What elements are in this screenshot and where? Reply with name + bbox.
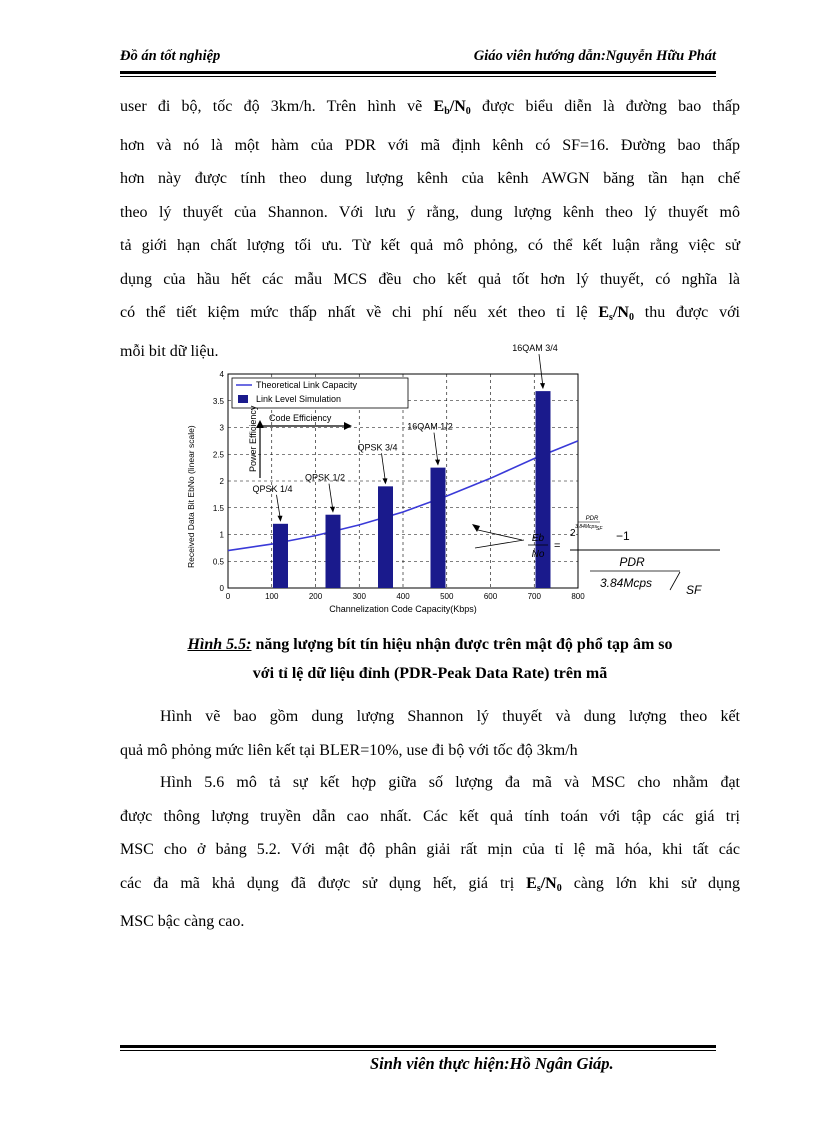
x-tick-label: 400	[396, 592, 410, 601]
code-efficiency-label: Code Efficiency	[269, 413, 332, 423]
bar-2	[378, 486, 393, 588]
para2-line1: Hình vẽ bao gồm dung lượng Shannon lý thuyết và dung lượng theo kết	[160, 708, 740, 725]
formula-den-mcps: 3.84Mcps	[599, 576, 653, 590]
y-tick-label: 3	[219, 423, 224, 433]
paragraph-3	[120, 766, 740, 939]
footer-rule-thin	[120, 1050, 716, 1051]
x-tick-label: 500	[440, 592, 454, 601]
y-tick-label: 1.5	[212, 503, 224, 513]
para1-line3: hơn này được tính theo dung lượng kênh của kênh AWGN băng tần hạn chế	[120, 170, 740, 187]
bar-label-3: 16QAM 1/2	[407, 421, 453, 432]
para1-line8: mỗi bit dữ liệu.	[120, 342, 219, 360]
formula-exp-mcps: 3.84Mcps	[575, 524, 597, 530]
para1-line7: có thể tiết kiệm mức thấp nhất về chi phí nếu xét theo tỉ lệ $E_s/N_0$ thu được với	[120, 304, 740, 323]
para3-line4: các đa mã khả dụng đã được sử dụng hết, giá trị $E_s/N_0$ càng lớn khi sử dụng	[120, 874, 740, 894]
figure-caption	[120, 636, 740, 683]
footer-text: Sinh viên thực hiện:Hồ Ngân Giáp.	[370, 1054, 614, 1073]
formula-minus-one: −1	[616, 529, 630, 543]
legend	[232, 378, 408, 408]
x-tick-label: 0	[225, 592, 231, 601]
y-tick-label: 0.5	[212, 557, 224, 567]
paragraph-1	[120, 90, 740, 368]
eb-no-chart	[180, 343, 603, 620]
y-tick-label: 2	[219, 477, 224, 486]
legend-line-label: Theoretical Link Capacity	[256, 380, 358, 390]
x-tick-label: 600	[483, 592, 498, 601]
bar-label-0: QPSK 1/4	[252, 483, 293, 494]
para3-line3: MSC cho ở bảng 5.2. Với mật độ phân giải rất mịn của tỉ lệ mã hóa, khi tất các	[120, 841, 740, 858]
para1-line4: theo lý thuyết của Shannon. Với lưu ý rằng, dung lượng kênh theo lý thuyết mô	[120, 203, 740, 221]
header-rule-thick	[120, 71, 716, 74]
para1-line6: dụng của hầu hết các mẫu MCS đều cho kết quả tốt hơn lý thuyết, có nghĩa là	[120, 270, 740, 288]
para3-line5: MSC bậc càng cao.	[120, 913, 245, 930]
formula-two: 2	[570, 528, 576, 539]
footer-rule-thick	[120, 1045, 716, 1048]
formula-no: No	[531, 549, 545, 560]
paragraph-2	[120, 700, 740, 767]
para2-line2: quả mô phỏng mức liên kết tại BLER=10%, use đi bộ với tốc độ 3km/h	[120, 741, 578, 759]
para1-line1: user đi bộ, tốc độ 3km/h. Trên hình vẽ $E_b/N_0$ được biểu diễn là đường bao thấp	[120, 98, 741, 117]
bar-3	[431, 468, 446, 588]
bar-1	[326, 515, 341, 588]
y-axis-label: Received Data Bit EbNo (linear scale)	[186, 425, 196, 568]
y-tick-label: 3.5	[212, 396, 224, 406]
bar-label-1: QPSK 1/2	[304, 472, 346, 483]
para1-line2: hơn và nó là một hàm của PDR với mã định kênh có SF=16. Đường bao thấp	[120, 136, 740, 154]
para1-line5: tả giới hạn chất lượng tối ưu. Từ kết quả mô phỏng, có thể kết luận rằng việc sử	[120, 237, 740, 254]
formula-eb: Eb	[531, 533, 545, 544]
bar-label-2: QPSK 3/4	[357, 442, 398, 453]
x-tick-label: 700	[527, 592, 541, 601]
x-tick-label: 100	[265, 592, 279, 601]
x-tick-label: 800	[571, 592, 585, 601]
y-tick-label: 0	[219, 584, 224, 593]
para3-line1: Hình 5.6 mô tả sự kết hợp giữa số lượng đa mã và MSC cho nhằm đạt	[160, 774, 740, 791]
y-tick-label: 4	[219, 370, 224, 379]
formula-exp-sf: SF	[596, 526, 603, 532]
svg-text:=: =	[554, 540, 561, 552]
y-tick-label: 1	[219, 530, 224, 540]
power-efficiency-label: Power Efficiency	[248, 405, 258, 472]
legend-bar-label: Link Level Simulation	[256, 394, 342, 404]
caption-label: Hình 5.5:	[187, 636, 252, 653]
formula-full	[560, 510, 740, 600]
es-n0-symbol: $E_s/N_0$	[598, 304, 634, 323]
caption-line2: với tỉ lệ dữ liệu đỉnh (PDR-Peak Data Rate) trên mã	[252, 665, 608, 682]
figure-5-5	[180, 343, 603, 620]
legend-bar-swatch	[238, 395, 248, 403]
x-tick-label: 300	[352, 592, 366, 601]
formula-exp-pdr: PDR	[585, 516, 599, 522]
header-left: Đồ án tốt nghiệp	[120, 48, 221, 64]
caption-line1: Hình 5.5: năng lượng bít tín hiệu nhận được trên mật độ phổ tạp âm so	[187, 636, 673, 653]
x-tick-label: 200	[308, 592, 323, 601]
bar-0	[273, 524, 288, 588]
header-rule-thin	[120, 76, 716, 77]
formula-den-pdr: PDR	[619, 555, 645, 569]
x-axis-label: Channelization Code Capacity(Kbps)	[329, 604, 477, 614]
eb-n0-symbol: $E_b/N_0$	[433, 98, 471, 117]
formula-den-sf: SF	[686, 583, 702, 597]
para3-line2: được thông lượng truyền dẫn cao nhất. Các kết quả tính toán với tập các giá trị	[120, 807, 740, 825]
bar-label-4: 16QAM 3/4	[512, 343, 558, 354]
es-n0-symbol-2: $E_s/N_0$	[526, 874, 562, 894]
y-tick-label: 2.5	[212, 450, 224, 460]
header-right: Giáo viên hướng dẫn:Nguyễn Hữu Phát	[473, 48, 716, 64]
